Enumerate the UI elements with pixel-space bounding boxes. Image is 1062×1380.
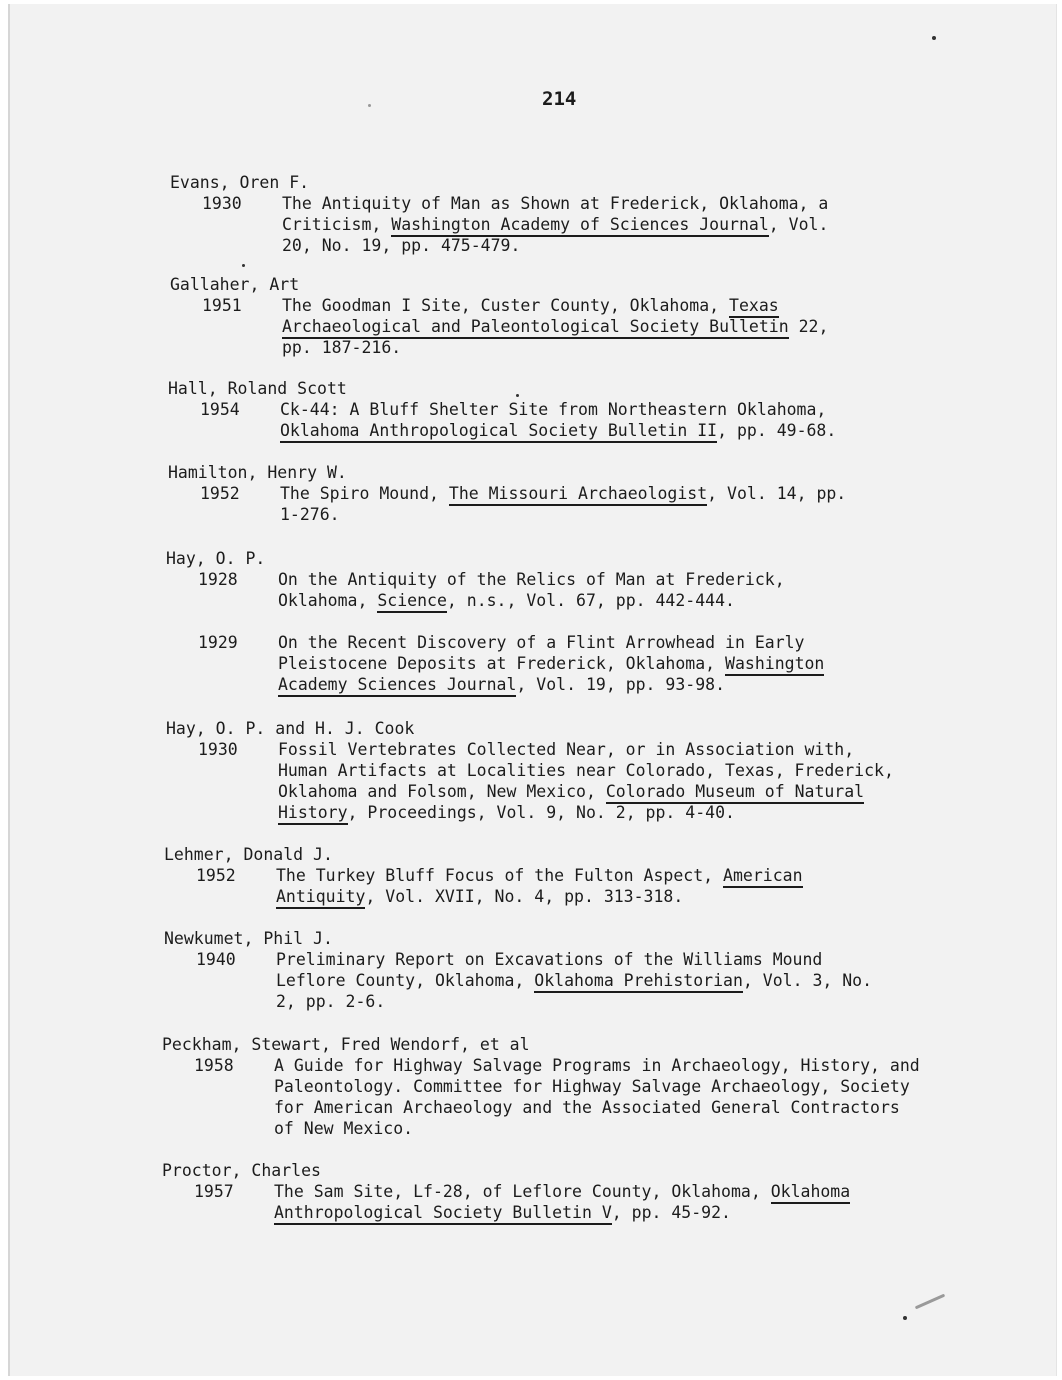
entry-author: Peckham, Stewart, Fred Wendorf, et al bbox=[162, 1035, 530, 1054]
entry-reference bbox=[168, 399, 878, 441]
entry-reference bbox=[166, 632, 866, 695]
journal-title: American Antiquity bbox=[276, 866, 803, 909]
journal-title: The Missouri Archaeologist bbox=[449, 484, 707, 506]
entry-year: 1930 bbox=[202, 194, 242, 213]
bibliography-entry bbox=[166, 718, 906, 823]
entry-text: The Turkey Bluff Focus of the Fulton Aspect, American Antiquity, Vol. XVII, No. 4, pp. 313-318. bbox=[276, 865, 844, 907]
entry-text: Ck-44: A Bluff Shelter Site from Northeastern Oklahoma, Oklahoma Anthropological Society Bulletin II, pp. 49-68. bbox=[280, 399, 878, 441]
entry-reference bbox=[162, 1055, 922, 1139]
entry-author: Hall, Roland Scott bbox=[168, 379, 347, 398]
entry-reference bbox=[170, 295, 842, 358]
entry-year: 1952 bbox=[196, 866, 236, 885]
entry-reference bbox=[168, 483, 858, 525]
bibliography-entry bbox=[164, 928, 876, 1012]
scan-speck bbox=[932, 36, 936, 40]
journal-title: Colorado Museum of Natural History bbox=[278, 782, 864, 825]
entry-author: Hay, O. P. bbox=[166, 549, 266, 568]
entry-text: Fossil Vertebrates Collected Near, or in Association with, Human Artifacts at Localities near Colorado, Texas, Frederick, Oklahoma and Folsom, New Mexico, Colorado Museum of Natural History, Proceedings, Vol. 9, No. 2, pp. 4-40. bbox=[278, 739, 906, 823]
scan-speck bbox=[242, 264, 245, 267]
journal-title: Oklahoma Anthropological Society Bulletin II bbox=[280, 421, 717, 443]
bibliography-entry bbox=[168, 462, 858, 525]
page-number: 214 bbox=[542, 88, 577, 110]
entry-text: A Guide for Highway Salvage Programs in Archaeology, History, and Paleontology. Committee for Highway Salvage Archaeology, Society for American Archaeology and the Associated General Contractors of New Mexico. bbox=[274, 1056, 920, 1138]
bibliography-entry bbox=[162, 1034, 922, 1139]
entry-year: 1928 bbox=[198, 570, 238, 589]
entry-text: On the Recent Discovery of a Flint Arrowhead in Early Pleistocene Deposits at Frederick, Oklahoma, Washington Academy Sciences Journal, Vol. 19, pp. 93-98. bbox=[278, 632, 866, 695]
entry-reference bbox=[170, 193, 850, 256]
document-page bbox=[8, 4, 1057, 1376]
entry-reference bbox=[164, 865, 844, 907]
entry-reference bbox=[166, 739, 906, 823]
entry-author: Newkumet, Phil J. bbox=[164, 929, 333, 948]
entry-year: 1951 bbox=[202, 296, 242, 315]
entry-text: The Goodman I Site, Custer County, Oklahoma, Texas Archaeological and Paleontological Society Bulletin 22, pp. 187-216. bbox=[282, 296, 829, 357]
bibliography-entry bbox=[170, 172, 850, 256]
scan-speck bbox=[516, 394, 519, 397]
bibliography-entry bbox=[162, 1160, 902, 1223]
journal-title: Texas Archaeological and Paleontological Society Bulletin bbox=[282, 296, 789, 339]
entry-text: Preliminary Report on Excavations of the Williams Mound Leflore County, Oklahoma, Oklahoma Prehistorian, Vol. 3, No. 2, pp. 2-6. bbox=[276, 950, 873, 1011]
scan-mark bbox=[915, 1294, 945, 1310]
entry-year: 1957 bbox=[194, 1182, 234, 1201]
entry-text: The Spiro Mound, The Missouri Archaeologist, Vol. 14, pp. 1-276. bbox=[280, 484, 847, 524]
entry-author: Proctor, Charles bbox=[162, 1161, 321, 1180]
bibliography-entry bbox=[166, 548, 866, 695]
entry-year: 1954 bbox=[200, 400, 240, 419]
entry-author: Gallaher, Art bbox=[170, 275, 300, 294]
journal-title: Oklahoma Prehistorian bbox=[534, 971, 743, 993]
bibliography-entry bbox=[164, 844, 844, 907]
journal-title: Oklahoma Anthropological Society Bulletin V bbox=[274, 1182, 850, 1225]
bibliography-entry bbox=[168, 378, 878, 441]
entry-text: The Antiquity of Man as Shown at Frederick, Oklahoma, a Criticism, Washington Academy of Sciences Journal, Vol. 20, No. 19, pp. 475-479. bbox=[282, 194, 829, 255]
entry-author: Evans, Oren F. bbox=[170, 173, 310, 192]
entry-year: 1940 bbox=[196, 950, 236, 969]
entry-text: On the Antiquity of the Relics of Man at Frederick, Oklahoma, Science, n.s., Vol. 67, pp. 442-444. bbox=[278, 569, 866, 611]
journal-title: Science bbox=[377, 591, 447, 613]
scan-speck bbox=[903, 1316, 907, 1320]
entry-author: Hamilton, Henry W. bbox=[168, 463, 347, 482]
scan-speck bbox=[368, 104, 371, 107]
entry-reference bbox=[162, 1181, 902, 1223]
entry-year: 1952 bbox=[200, 484, 240, 503]
bibliography-entry bbox=[170, 274, 842, 358]
entry-reference bbox=[164, 949, 876, 1012]
entry-text: The Sam Site, Lf-28, of Leflore County, Oklahoma, Oklahoma Anthropological Society Bulletin V, pp. 45-92. bbox=[274, 1181, 902, 1223]
entry-year: 1958 bbox=[194, 1056, 234, 1075]
journal-title: Washington Academy of Sciences Journal bbox=[391, 215, 769, 237]
entry-year: 1930 bbox=[198, 740, 238, 759]
entry-reference bbox=[166, 569, 866, 611]
journal-title: Washington Academy Sciences Journal bbox=[278, 654, 824, 697]
entry-year: 1929 bbox=[198, 633, 238, 652]
entry-author: Hay, O. P. and H. J. Cook bbox=[166, 719, 415, 738]
entry-author: Lehmer, Donald J. bbox=[164, 845, 333, 864]
